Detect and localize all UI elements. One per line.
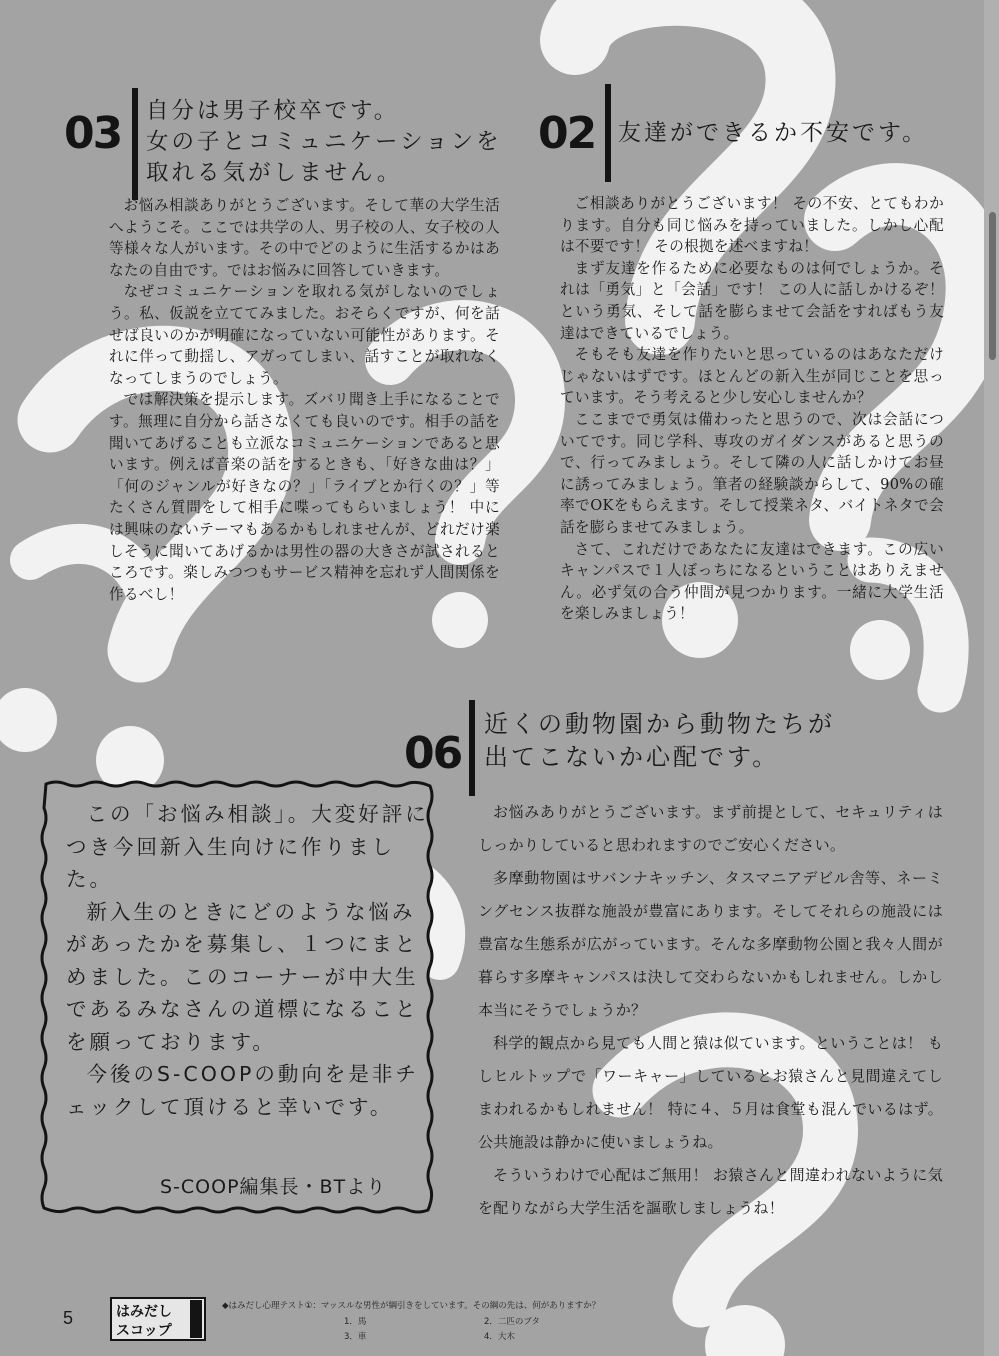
question-line: 近くの動物園から動物たちが xyxy=(484,710,835,738)
answer-03 xyxy=(109,195,500,605)
answer-paragraph: では解決策を提示します。ズバリ聞き上手になることです。無理に自分から話さなくても良いのです。相手の話を聞いてあげることも立派なコミュニケーションであると思います。例えば音楽の話をするときも、「好きな曲は？」「何のジャンルが好きなの？」「ライブとか行くの？」等たくさん質問をして相手に喋ってもらいましょう！ 中には興味のないテーマもあるかもしれませんが、どれだけ楽しそうに聞いてあげるかは男性の器の大きさが試されるところです。楽しみつつもサービス精神を忘れず人間関係を作るべし！ xyxy=(109,391,500,603)
answer-paragraph: なぜコミュニケーションを取れる気がしないのでしょう。私、仮説を立ててみました。おそらくですが、何を話せば良いのかが明確になっていない可能性があります。それに伴って動揺し、アガってしまい、話すことが取れなくなってしまうのでしょう。 xyxy=(109,283,500,387)
answer-06 xyxy=(478,796,943,1225)
answer-paragraph: ご相談ありがとうございます！ その不安、とてもわかります。自分も同じ悩みを持っていました。しかし心配は不要です！ その根拠を述べますね！ xyxy=(560,195,944,256)
answer-paragraph: まず友達を作るために必要なものは何でしょうか。それは「勇気」と「会話」です！ この人に話しかけるぞ！ という勇気、そして話を膨らませて会話をすればもう友達はできているでしょう。 xyxy=(560,259,944,342)
editor-paragraph: 新入生のときにどのような悩みがあったかを募集し、１つにまとめました。このコーナーが中大生であるみなさんの道標になることを願っております。 xyxy=(66,899,419,1054)
answer-02 xyxy=(560,193,944,625)
answer-paragraph: お悩み相談ありがとうございます。そして華の大学生活へようこそ。ここでは共学の人、男子校の人、女子校の人等様々な人がいます。その中でどのように生活するかはあなたの自由です。ではお悩みに回答していきます。 xyxy=(109,197,500,279)
question-bar xyxy=(469,700,475,796)
psych-test-option: 3．車 xyxy=(344,1332,367,1342)
question-line: 女の子とコミュニケーションを xyxy=(146,129,502,155)
answer-paragraph: ここまでで勇気は備わったと思うので、次は会話についてです。同じ学科、専攻のガイダンスがあると思うので、行ってみましょう。そして隣の人に話しかけてお昼に誘ってみましょう。筆者の経験談からして、90%の確率でOKをもらえます。そして授業ネタ、バイトネタで会話を膨らませてみましょう。 xyxy=(560,410,944,536)
answer-paragraph: 科学的観点から見ても人間と猿は似ています。ということは！ もしヒルトップで「ワーキャー」しているとお猿さんと見間違えてしまわれるかもしれません！ 特に４、５月は食堂も混んでいるはず。公共施設は静かに使いましょうね。 xyxy=(478,1034,943,1151)
psych-test-option: 4．大木 xyxy=(484,1332,515,1342)
page-number: 5 xyxy=(63,1308,74,1328)
question-03-text xyxy=(146,96,502,189)
question-02-text: 友達ができるか不安です。 xyxy=(618,120,929,146)
psych-test-option: 2．二匹のブタ xyxy=(484,1317,540,1327)
answer-paragraph: 多摩動物園はサバンナキッチン、タスマニアデビル舎等、ネーミングセンス抜群な施設が豊富にあります。そしてそれらの施設には豊富な生態系が広がっています。そんな多摩動物公園と我々人間が暮らす多摩キャンパスは決して交わらないかもしれません。しかし本当にそうでしょうか？ xyxy=(478,869,943,1019)
question-line: 自分は男子校卒です。 xyxy=(146,98,400,124)
question-number-03: 03 xyxy=(64,108,122,159)
question-line: 取れる気がしません。 xyxy=(146,160,403,186)
editor-paragraph: この「お悩み相談」。大変好評につき今回新入生向けに作りました。 xyxy=(66,802,429,891)
psych-test-option: 1．馬 xyxy=(344,1317,367,1327)
editor-signature: S-COOP編集長・BTより xyxy=(160,1176,387,1198)
question-line: 出てこないか心配です。 xyxy=(484,743,780,771)
question-bar xyxy=(605,84,611,182)
answer-paragraph: さて、これだけであなたに友達はできます。この広いキャンパスで１人ぼっちになるということはありえません。必ず気の合う仲間が見つかります。一緒に大学生活を楽しみましょう！ xyxy=(560,540,944,623)
editor-note xyxy=(66,798,436,1123)
question-number-06: 06 xyxy=(404,728,462,779)
answer-paragraph: お悩みありがとうございます。まず前提として、セキュリティはしっかりしていると思われますのでご安心ください。 xyxy=(478,803,943,854)
question-06-text xyxy=(484,708,835,774)
hamidashi-scoop-logo xyxy=(110,1297,206,1341)
psych-test-question: ◆はみだし心理テスト①：マッスルな男性が綱引きをしています。その綱の先は、何がありますか？ xyxy=(222,1301,601,1311)
editor-paragraph: 今後のS-COOPの動向を是非チェックして頂けると幸いです。 xyxy=(66,1062,419,1119)
logo-line-1: はみだし xyxy=(116,1304,172,1320)
question-bar xyxy=(132,88,138,200)
vertical-scrollbar[interactable] xyxy=(984,0,999,1356)
scrollbar-thumb[interactable] xyxy=(989,212,996,360)
answer-paragraph: そもそも友達を作りたいと思っているのはあなただけじゃないはずです。ほとんどの新入生が同じことを思っています。そう考えると少し安心しませんか？ xyxy=(560,346,944,407)
answer-paragraph: そういうわけで心配はご無用！ お猿さんと間違われないように気を配りながら大学生活を謳歌しましょうね！ xyxy=(478,1166,943,1217)
question-number-02: 02 xyxy=(538,108,596,159)
logo-line-2: スコップ xyxy=(116,1323,172,1339)
